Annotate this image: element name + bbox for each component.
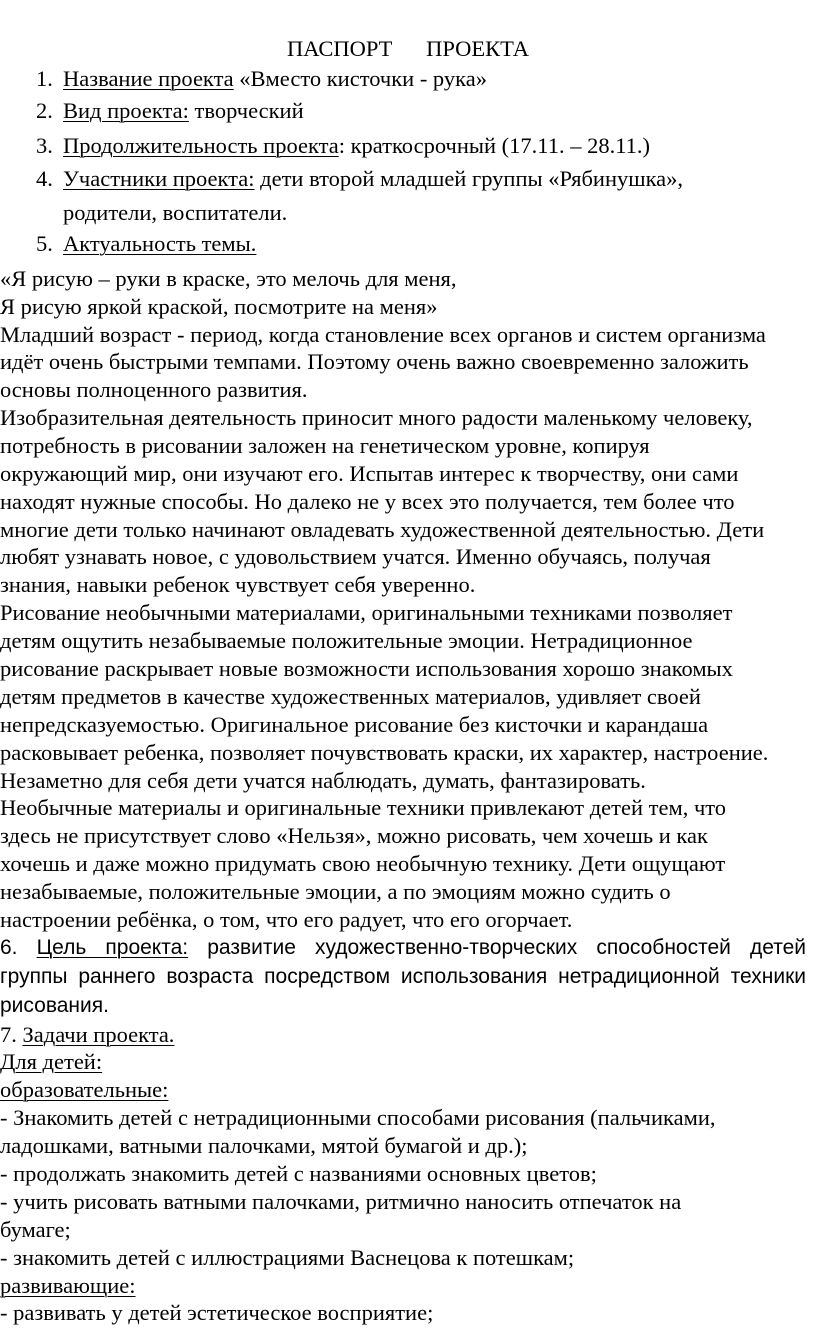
- list-item: [36, 228, 796, 259]
- list-text-continued: родители, воспитатели.: [63, 200, 288, 225]
- tasks-subheading: [0, 1075, 816, 1104]
- educational-label: образовательные:: [0, 1077, 169, 1102]
- goal-line: [0, 933, 806, 962]
- list-label: Актуальность темы.: [63, 231, 257, 256]
- task-line: - учить рисовать ватными палочками, ритмично наносить отпечаток на: [0, 1189, 682, 1214]
- body-line: знания, навыки ребенок чувствует себя уверенно.: [0, 572, 476, 597]
- body-line: незабываемые, положительные эмоции, а по эмоциям можно судить о: [0, 879, 671, 904]
- tasks-subheading: [0, 1271, 816, 1300]
- list-item: [36, 63, 796, 94]
- list-number: 5.: [36, 231, 53, 256]
- task-line: - Знакомить детей с нетрадиционными способами рисования (пальчиками,: [0, 1105, 716, 1130]
- body-line: Младший возраст - период, когда становление всех органов и систем организма: [0, 322, 766, 347]
- body-line: Незаметно для себя дети учатся наблюдать, думать, фантазировать.: [0, 768, 646, 793]
- task-line: - продолжать знакомить детей с названиями основных цветов;: [0, 1161, 597, 1186]
- list-label: Участники проекта:: [63, 166, 255, 191]
- body-line: настроении ребёнка, о том, что его радует, что его огорчает.: [0, 907, 573, 932]
- body-line: рисование раскрывает новые возможности использования хорошо знакомых: [0, 656, 733, 681]
- list-label: Название проекта: [63, 66, 234, 91]
- body-line: детям предметов в качестве художественных материалов, удивляет своей: [0, 684, 701, 709]
- body-line: хочешь и даже можно придумать свою необычную технику. Дети ощущают: [0, 851, 726, 876]
- body-line: потребность в рисовании заложен на генетическом уровне, копируя: [0, 433, 650, 458]
- task-line: - знакомить детей с иллюстрациями Васнецова к потешкам;: [0, 1245, 575, 1270]
- goal-line: группы раннего возраста посредством использования нетрадиционной техники: [0, 965, 806, 988]
- body-line: многие дети только начинают овладевать художественной деятельностью. Дети: [0, 517, 765, 542]
- body-line: идёт очень быстрыми темпами. Поэтому очень важно своевременно заложить: [0, 349, 749, 374]
- tasks-heading: [0, 1020, 816, 1049]
- list-number: 4.: [36, 166, 53, 191]
- list-item: [36, 163, 796, 228]
- body-line: Я рисую яркой краской, посмотрите на меня»: [0, 294, 438, 319]
- task-line: бумаге;: [0, 1217, 71, 1242]
- goal-text: развитие художественно-творческих способностей детей: [207, 936, 807, 959]
- list-item: [36, 95, 796, 126]
- body-line: здесь не присутствует слово «Нельзя», можно рисовать, чем хочешь и как: [0, 823, 708, 848]
- list-text: дети второй младшей группы «Рябинушка»,: [254, 166, 684, 191]
- body-line: основы полноценного развития.: [0, 377, 308, 402]
- task-line: ладошками, ватными палочками, мятой бумагой и др.);: [0, 1133, 528, 1158]
- body-line: Рисование необычными материалами, оригинальными техниками позволяет: [0, 600, 733, 625]
- body-line: окружающий мир, они изучают его. Испытав интерес к творчеству, они сами: [0, 461, 739, 486]
- developing-label: развивающие:: [0, 1273, 136, 1298]
- goal-number: 6.: [0, 936, 18, 959]
- list-item: [36, 130, 796, 161]
- goal-line: рисования.: [0, 994, 109, 1017]
- list-number: 2.: [36, 98, 53, 123]
- tasks-subheading: [0, 1047, 816, 1076]
- body-line: любят узнавать новое, с удовольствием учатся. Именно обучаясь, получая: [0, 544, 711, 569]
- body-line: Изобразительная деятельность приносит много радости маленькому человеку,: [0, 405, 753, 430]
- list-label: Продолжительность проекта: [63, 133, 339, 158]
- list-text: : краткосрочный (17.11. – 28.11.): [338, 133, 650, 158]
- tasks-number: 7.: [0, 1022, 17, 1047]
- page-title: ПАСПОРТ ПРОЕКТА: [286, 36, 530, 61]
- body-line: «Я рисую – руки в краске, это мелочь для меня,: [0, 266, 457, 291]
- body-line: детям ощутить незабываемые положительные эмоции. Нетрадиционное: [0, 628, 693, 653]
- list-number: 1.: [36, 66, 53, 91]
- list-text: творческий: [188, 98, 304, 123]
- body-line: находят нужные способы. Но далеко не у всех это получается, тем более что: [0, 489, 735, 514]
- body-line: Необычные материалы и оригинальные техники привлекают детей тем, что: [0, 795, 727, 820]
- task-line: - развивать у детей эстетическое восприятие;: [0, 1300, 434, 1325]
- body-line: расковывает ребенка, позволяет почувствовать краски, их характер, настроение.: [0, 740, 769, 765]
- goal-label: Цель проекта:: [36, 936, 189, 959]
- body-line: непредсказуемостью. Оригинальное рисование без кисточки и карандаша: [0, 712, 709, 737]
- tasks-label: Задачи проекта.: [22, 1022, 175, 1047]
- list-text: «Вместо кисточки - рука»: [233, 66, 487, 91]
- list-number: 3.: [36, 133, 53, 158]
- list-label: Вид проекта:: [63, 98, 189, 123]
- for-children-label: Для детей:: [0, 1049, 103, 1074]
